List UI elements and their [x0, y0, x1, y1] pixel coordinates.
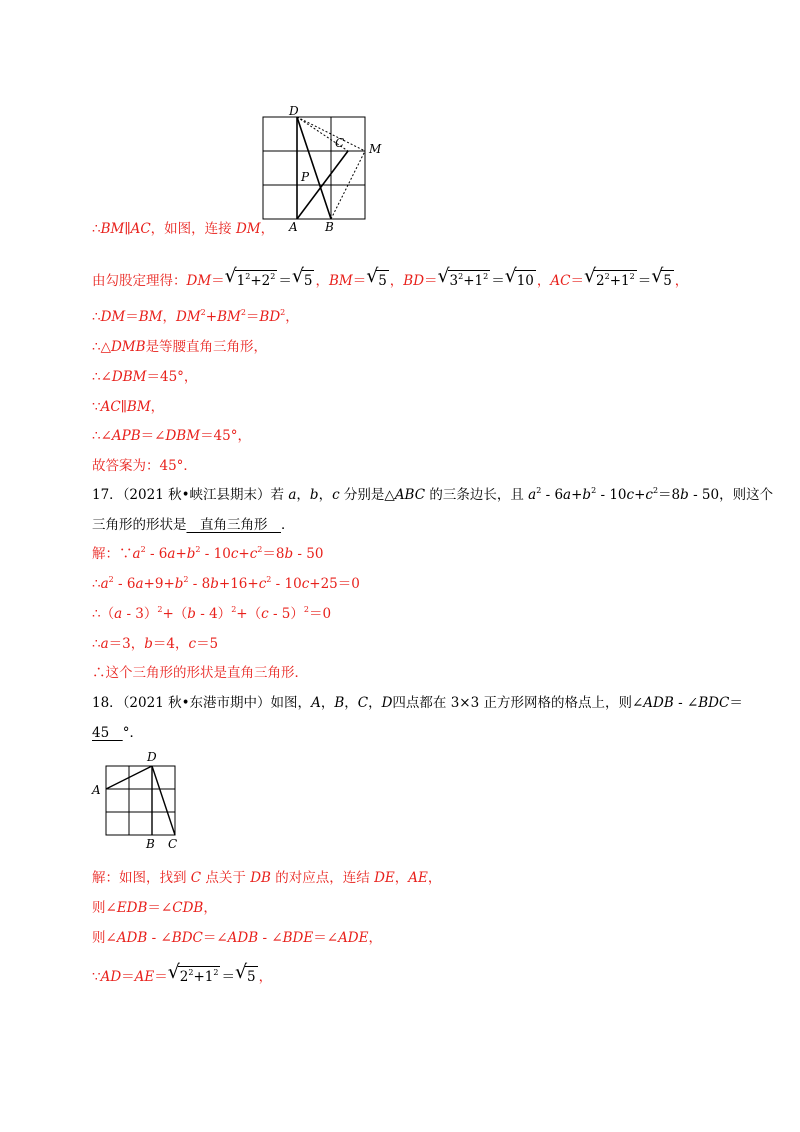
sol17-line-1: 解：$\because a^2 - 6a+b^2 - 10c+c^2=8b - 50$	[92, 545, 324, 562]
q18-line-1: 18．（2021 秋•东港市期中）如图，A，B，C，D四点都在 3×3 正方形网格的格点上，则∠ADB - ∠BDC＝	[92, 695, 743, 711]
therefore-sign: ∴	[92, 221, 101, 237]
segment-name: AC	[550, 273, 571, 289]
sol16-line-7: ∴∠APB＝∠DBM＝45°，	[92, 428, 251, 444]
segment-DC	[152, 766, 175, 835]
label-C: C	[335, 136, 345, 150]
sol18-line-2: 则∠EDB＝∠CDB，	[92, 900, 217, 916]
segment-name: DM	[235, 221, 261, 237]
text: ，如图，连接	[150, 221, 236, 237]
figure-2-grid	[88, 748, 198, 853]
sol16-line-2: 由勾股定理得：DM＝ √ $1^2+2^2$ ＝ √ 5 ，BM＝ √ 5 ，BD＝ √ $3^2+1^2$ ＝ √ 10 ，AC＝ √ $2^2+1^2$ ＝ √ 5 ，	[92, 265, 689, 289]
text: ，	[260, 221, 275, 237]
radical: √ 5	[291, 265, 313, 289]
text: ＝	[211, 273, 225, 289]
question-number: 17．	[92, 487, 123, 503]
segment-name: BD	[403, 273, 425, 289]
sol16-line-4: ∴△DMB是等腰直角三角形，	[92, 339, 268, 355]
label-B: B	[146, 837, 155, 851]
sol17-line-3: ∴（a - 3）$^2$+（b - 4）$^2$+（c - 5）$^2$＝0	[92, 605, 332, 622]
text: 由勾股定理得：	[92, 273, 187, 289]
sol17-line-4: ∴a＝3，b＝4，c＝5	[92, 636, 219, 652]
sol18-line-1: 解：如图，找到 C 点关于 DB 的对应点，连结 DE，AE，	[92, 870, 442, 886]
question-number: 18．	[92, 695, 123, 711]
label-B: B	[325, 220, 334, 234]
radical: √ 5	[366, 265, 387, 289]
radical-expression: √ $2^2+1^2$	[167, 961, 219, 985]
radical-expression: √ $1^2+2^2$	[224, 265, 276, 289]
answer-blank: 直角三角形	[186, 517, 281, 533]
sol18-line-4: ∵AD＝AE＝ √ $2^2+1^2$ ＝ √ 5 ，	[92, 961, 273, 985]
sol16-line-5: ∴∠DBM＝45°，	[92, 369, 198, 385]
radical: √ 5	[234, 961, 256, 985]
grid-border	[106, 766, 175, 835]
label-A: A	[289, 220, 298, 234]
sol16-line-3: ∴DM＝BM，$DM^2+BM^2=BD^2$，	[92, 308, 299, 325]
label-M: M	[369, 142, 382, 156]
label-D: D	[289, 105, 299, 118]
label-P: P	[301, 170, 310, 184]
sol17-line-2: $\therefore a^2 - 6a+9+b^2 - 8b+16+c^2 - 10c+25=0$	[92, 575, 360, 592]
sol17-line-5: ∴这个三角形的形状是直角三角形．	[92, 665, 308, 681]
sol16-answer: 故答案为：45°．	[92, 458, 197, 474]
radical: √ 10	[504, 265, 534, 289]
q17-line-2: 三角形的形状是 直角三角形 ．	[92, 517, 295, 533]
answer-blank: 45	[92, 725, 123, 741]
label-A: A	[92, 783, 101, 797]
segment-name: BM	[328, 273, 353, 289]
sol16-line-6: ∵AC∥BM，	[92, 399, 165, 415]
radical-expression: √ $3^2+1^2$	[437, 265, 489, 289]
label-C: C	[168, 837, 178, 851]
figure-1-grid	[255, 105, 395, 235]
q17-line-1: 17．（2021 秋•峡江县期末）若 a，b，c 分别是△ABC 的三条边长，且 $a^2 - 6a+b^2 - 10c+c^2=8b - 50$，则这个	[92, 486, 774, 503]
segment-name: DM	[186, 273, 212, 289]
label-D: D	[147, 750, 157, 764]
q18-line-2: 45 °．	[92, 725, 143, 741]
radical: √ 5	[651, 265, 672, 289]
segment-DB	[297, 117, 331, 219]
sol16-line-1	[92, 220, 274, 238]
relation-text: BM∥AC	[100, 221, 151, 237]
radical-expression: √ $2^2+1^2$	[584, 265, 635, 289]
sol18-line-3: 则∠ADB - ∠BDC＝∠ADB - ∠BDE＝∠ADE，	[92, 930, 382, 946]
